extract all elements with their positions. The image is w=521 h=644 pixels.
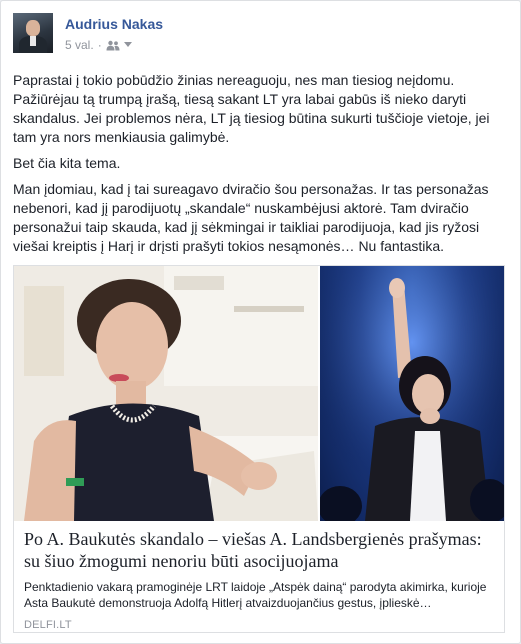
- link-preview-images[interactable]: [14, 266, 504, 521]
- post-paragraph: Paprastai į tokio pobūdžio žinias nereaguoju, nes man tiesiog neįdomu. Pažiūrėjau tą trumpą įrašą, tiesą sakant LT yra labai gabūs iš nieko daryti skandalus. Jei problemos nėra, LT ją tiesiog būtina sukurti tuščioje vietoje, jei tam yra nors menkiausia galimybė.: [13, 72, 490, 145]
- chevron-down-icon[interactable]: [124, 42, 132, 48]
- post-meta: [65, 37, 132, 53]
- post-paragraph: Man įdomiau, kad į tai sureagavo dviračio šou personažas. Ir tas personažas nebenori, kad jį parodijuotų „skandale“ nuskambėjusi aktorė. Tam dviračio personažui taip skauda, kad jį sėkmingai ir taikliai parodijuoja, kad jis ryžosi viešai kreiptis į Harį ir drįsti prašyti tokios nesąmonės… Nu fantastika.: [13, 181, 489, 254]
- author-name[interactable]: Audrius Nakas: [65, 16, 164, 32]
- link-preview-text[interactable]: [24, 528, 496, 631]
- avatar[interactable]: [13, 13, 53, 53]
- link-domain: DELFI.LT: [24, 619, 72, 631]
- post-body: [13, 71, 507, 263]
- preview-image-left: [14, 266, 318, 521]
- meta-separator: ·: [97, 38, 102, 52]
- link-headline[interactable]: Po A. Baukutės skandalo – viešas A. Landsbergienės prašymas: su šiuo žmogumi nenoriu būti asocijuojama: [24, 529, 482, 571]
- link-excerpt: Penktadienio vakarą pramoginėje LRT laidoje „Atspėk dainą“ parodyta akimirka, kurioje Asta Baukutė demonstruoja Adolfą Hitlerį atvaizduojančius gestus, įplieskė…: [24, 580, 487, 610]
- post-timestamp[interactable]: 5 val.: [65, 38, 94, 52]
- preview-image-right: [320, 266, 504, 521]
- post-header: [13, 13, 503, 61]
- post-paragraph: Bet čia kita tema.: [13, 155, 121, 171]
- link-preview[interactable]: [13, 265, 505, 633]
- friends-icon[interactable]: [106, 40, 120, 51]
